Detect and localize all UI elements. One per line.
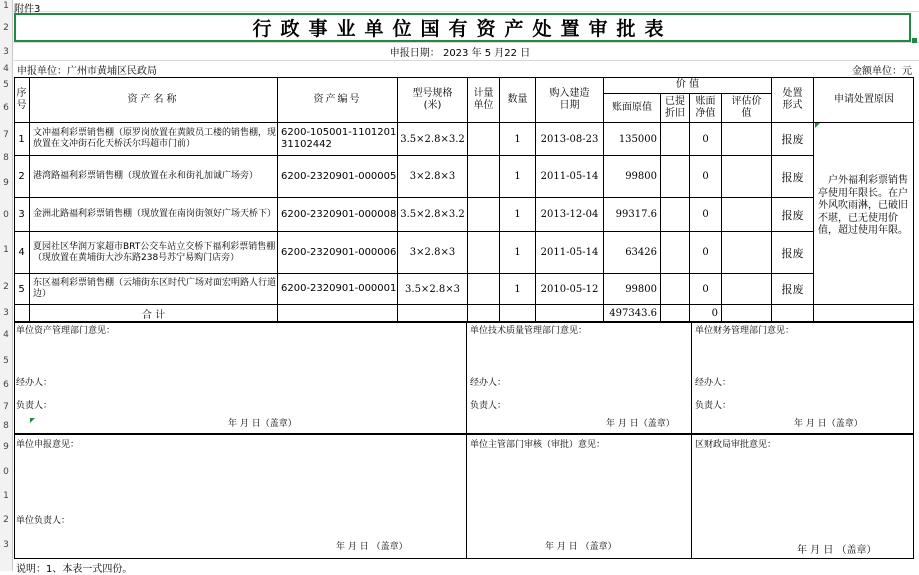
finance-mgmt-responsible: 负责人： bbox=[695, 401, 732, 411]
divider bbox=[691, 434, 692, 559]
header-asset-code: 资产编号 bbox=[278, 77, 398, 123]
total-book-value: 497343.6 bbox=[604, 305, 661, 322]
form-title: 行政事业单位国有资产处置审批表 bbox=[252, 18, 673, 40]
amount-unit: 金额单位：元 bbox=[852, 65, 912, 77]
cell-date[interactable]: 2011-05-14 bbox=[536, 232, 604, 274]
row-number[interactable]: 2 bbox=[3, 515, 9, 525]
cell-net[interactable]: 0 bbox=[690, 232, 722, 274]
cell-book[interactable]: 99800 bbox=[604, 274, 661, 305]
disposal-reason: 户外福利彩票销售亭使用年限长。在户外风吹雨淋，已破旧不堪，已无使用价值，超过使用年限。 bbox=[814, 123, 914, 305]
cell-unit[interactable] bbox=[468, 232, 500, 274]
cell-seq[interactable]: 3 bbox=[14, 198, 30, 232]
total-method-cell bbox=[772, 305, 814, 322]
cell-depr[interactable] bbox=[661, 274, 690, 305]
header-depreciation: 已提折旧 bbox=[661, 94, 690, 123]
attachment-label: 附件3 bbox=[14, 4, 41, 15]
divider bbox=[691, 322, 692, 434]
unit-report-opinion: 单位申报意见： bbox=[16, 440, 80, 450]
row-number[interactable]: 9 bbox=[3, 178, 9, 188]
cell-seq[interactable]: 2 bbox=[14, 156, 30, 198]
cell-code[interactable]: 6200-2320901-000006 bbox=[278, 232, 398, 274]
row-number[interactable]: 3 bbox=[3, 47, 9, 57]
grid-line bbox=[12, 11, 919, 12]
total-unit-cell bbox=[468, 305, 500, 322]
unit-report-date-seal: 年 月 日 （盖章） bbox=[336, 542, 408, 552]
total-eval-cell bbox=[722, 305, 772, 322]
tech-quality-date-seal: 年 月 日（盖章） bbox=[606, 419, 675, 429]
cell-net[interactable]: 0 bbox=[690, 156, 722, 198]
header-disposal-method: 处置形式 bbox=[772, 77, 814, 123]
header-asset-name: 资产名称 bbox=[30, 77, 278, 123]
cell-qty[interactable]: 1 bbox=[500, 274, 536, 305]
cell-book[interactable]: 135000 bbox=[604, 123, 661, 156]
cell-eval[interactable] bbox=[722, 232, 772, 274]
header-value: 价 值 bbox=[604, 77, 772, 94]
tech-quality-opinion: 单位技术质量管理部门意见： bbox=[470, 326, 588, 336]
asset-mgmt-responsible: 负责人： bbox=[16, 401, 53, 411]
cell-code[interactable]: 6200-2320901-000008 bbox=[278, 198, 398, 232]
cell-method[interactable]: 报废 bbox=[772, 123, 814, 156]
cell-unit[interactable] bbox=[468, 198, 500, 232]
fill-handle[interactable] bbox=[912, 38, 917, 43]
cell-seq[interactable]: 1 bbox=[14, 123, 30, 156]
total-date-cell bbox=[536, 305, 604, 322]
row-number[interactable]: 7 bbox=[3, 130, 9, 140]
finance-bureau-date-seal: 年 月 日 （盖章） bbox=[797, 545, 877, 556]
cell-eval[interactable] bbox=[722, 274, 772, 305]
header-net-value: 账面净值 bbox=[690, 94, 722, 123]
row-number[interactable]: 8 bbox=[3, 421, 9, 431]
row-number[interactable]: 5 bbox=[3, 356, 9, 366]
cell-spec[interactable]: 3.5×2.8×3 bbox=[398, 274, 468, 305]
total-depr-cell bbox=[661, 305, 690, 322]
asset-mgmt-date-seal: 年 月 日（盖章） bbox=[228, 419, 297, 429]
total-net-value: 0 bbox=[690, 305, 722, 322]
cell-depr[interactable] bbox=[661, 198, 690, 232]
asset-mgmt-opinion: 单位资产管理部门意见： bbox=[16, 326, 116, 336]
row-number[interactable]: 2 bbox=[3, 282, 9, 292]
header-seq: 序号 bbox=[14, 77, 30, 123]
cell-name[interactable]: 文冲福利彩票销售棚（原罗岗放置在黄陂员工楼的销售棚，现放置在文冲街石化天桥沃尔玛超市门前） bbox=[30, 123, 278, 156]
header-qty: 数量 bbox=[500, 77, 536, 123]
cell-net[interactable]: 0 bbox=[690, 123, 722, 156]
row-number[interactable]: 6 bbox=[3, 380, 9, 390]
finance-mgmt-opinion: 单位财务管理部门意见： bbox=[695, 326, 795, 336]
total-seq-cell bbox=[14, 305, 30, 322]
cell-unit[interactable] bbox=[468, 123, 500, 156]
cell-qty[interactable]: 1 bbox=[500, 123, 536, 156]
cell-spec[interactable]: 3.5×2.8×3.2 bbox=[398, 198, 468, 232]
approval-bottom bbox=[14, 434, 914, 559]
cell-date[interactable]: 2011-05-14 bbox=[536, 156, 604, 198]
row-number[interactable]: 2 bbox=[3, 23, 9, 33]
asset-mgmt-handler: 经办人： bbox=[16, 378, 53, 388]
cell-spec[interactable]: 3×2.8×3 bbox=[398, 156, 468, 198]
cell-name[interactable]: 金洲北路福利彩票销售棚（现放置在南岗街领好广场天桥下） bbox=[30, 198, 278, 232]
total-label: 合 计 bbox=[30, 305, 278, 322]
row-number[interactable]: 1 bbox=[3, 491, 9, 501]
tech-quality-handler: 经办人： bbox=[470, 378, 507, 388]
cell-name[interactable]: 东区福利彩票销售棚（云埔街东区时代广场对面宏明路人行道边） bbox=[30, 274, 278, 305]
cell-name[interactable]: 夏园社区华润万家超市BRT公交车站立交桥下福利彩票销售棚（现放置在黄埔街大沙东路238号苏宁易购门店旁） bbox=[30, 232, 278, 274]
cell-code[interactable]: 6200-2320901-000005 bbox=[278, 156, 398, 198]
row-number[interactable]: 0 bbox=[3, 210, 9, 220]
row-number[interactable]: 1 bbox=[3, 245, 9, 255]
header-disposal-reason: 申请处置原因 bbox=[814, 77, 914, 123]
report-date: 申报日期： 2023 年 5 月22 日 bbox=[389, 47, 531, 59]
row-number[interactable]: 5 bbox=[3, 80, 9, 90]
cell-net[interactable]: 0 bbox=[690, 198, 722, 232]
cell-qty[interactable]: 1 bbox=[500, 232, 536, 274]
cell-seq[interactable]: 4 bbox=[14, 232, 30, 274]
cell-date[interactable]: 2010-05-12 bbox=[536, 274, 604, 305]
cell-date[interactable]: 2013-12-04 bbox=[536, 198, 604, 232]
header-date: 购入建造日期 bbox=[536, 77, 604, 123]
cell-eval[interactable] bbox=[722, 198, 772, 232]
divider bbox=[466, 322, 467, 434]
header-unit: 计量单位 bbox=[468, 77, 500, 123]
header-eval-value: 评估价值 bbox=[722, 94, 772, 123]
row-number[interactable]: 4 bbox=[3, 64, 9, 74]
cell-date[interactable]: 2013-08-23 bbox=[536, 123, 604, 156]
row-number[interactable]: 3 bbox=[3, 308, 9, 318]
row-number[interactable]: 1 bbox=[3, 1, 9, 11]
cell-depr[interactable] bbox=[661, 123, 690, 156]
supervisor-date-seal: 年 月 日 （盖章） bbox=[545, 542, 617, 552]
comment-indicator bbox=[30, 418, 35, 423]
approval-top bbox=[14, 322, 914, 434]
finance-mgmt-date-seal: 年 月 日（盖章） bbox=[794, 419, 863, 429]
cell-unit[interactable] bbox=[468, 274, 500, 305]
cell-net[interactable]: 0 bbox=[690, 274, 722, 305]
cell-code[interactable]: 6200-105001-110120131102442 bbox=[278, 123, 398, 156]
cell-qty[interactable]: 1 bbox=[500, 156, 536, 198]
divider bbox=[466, 434, 467, 559]
header-spec: 型号规格(米) bbox=[398, 77, 468, 123]
cell-depr[interactable] bbox=[661, 156, 690, 198]
row-number[interactable]: 8 bbox=[3, 153, 9, 163]
cell-book[interactable]: 99800 bbox=[604, 156, 661, 198]
total-spec-cell bbox=[398, 305, 468, 322]
cell-qty[interactable]: 1 bbox=[500, 198, 536, 232]
row-number[interactable]: 7 bbox=[3, 402, 9, 412]
supervisor-opinion: 单位主管部门审核（审批）意见： bbox=[470, 440, 606, 450]
cell-book[interactable]: 63426 bbox=[604, 232, 661, 274]
cell-method[interactable]: 报废 bbox=[772, 274, 814, 305]
total-code-cell bbox=[278, 305, 398, 322]
header-book-original: 账面原值 bbox=[604, 94, 661, 123]
cell-seq[interactable]: 5 bbox=[14, 274, 30, 305]
note: 说明：1、本表一式四份。 bbox=[16, 564, 133, 575]
cell-eval[interactable] bbox=[722, 123, 772, 156]
row-number[interactable]: 4 bbox=[3, 330, 9, 340]
cell-unit[interactable] bbox=[468, 156, 500, 198]
finance-bureau-opinion: 区财政局审批意见： bbox=[695, 440, 777, 450]
cell-name[interactable]: 港湾路福利彩票销售棚（现放置在永和街礼加诚广场旁） bbox=[30, 156, 278, 198]
cell-spec[interactable]: 3×2.8×3 bbox=[398, 232, 468, 274]
row-number[interactable]: 3 bbox=[3, 540, 9, 550]
cell-method[interactable]: 报废 bbox=[772, 198, 814, 232]
cell-method[interactable]: 报废 bbox=[772, 156, 814, 198]
cell-eval[interactable] bbox=[722, 156, 772, 198]
row-number[interactable]: 9 bbox=[3, 442, 9, 452]
row-number[interactable]: 6 bbox=[3, 103, 9, 113]
tech-quality-responsible: 负责人： bbox=[470, 401, 507, 411]
cell-spec[interactable]: 3.5×2.8×3.2 bbox=[398, 123, 468, 156]
cell-code[interactable]: 6200-2320901-000001 bbox=[278, 274, 398, 305]
cell-method[interactable]: 报废 bbox=[772, 232, 814, 274]
unit-responsible: 单位负责人： bbox=[16, 516, 71, 526]
report-unit: 申报单位：广州市黄埔区民政局 bbox=[17, 65, 157, 77]
total-qty-cell bbox=[500, 305, 536, 322]
finance-mgmt-handler: 经办人： bbox=[695, 378, 732, 388]
cell-book[interactable]: 99317.6 bbox=[604, 198, 661, 232]
cell-depr[interactable] bbox=[661, 232, 690, 274]
row-number[interactable]: 0 bbox=[3, 467, 9, 477]
